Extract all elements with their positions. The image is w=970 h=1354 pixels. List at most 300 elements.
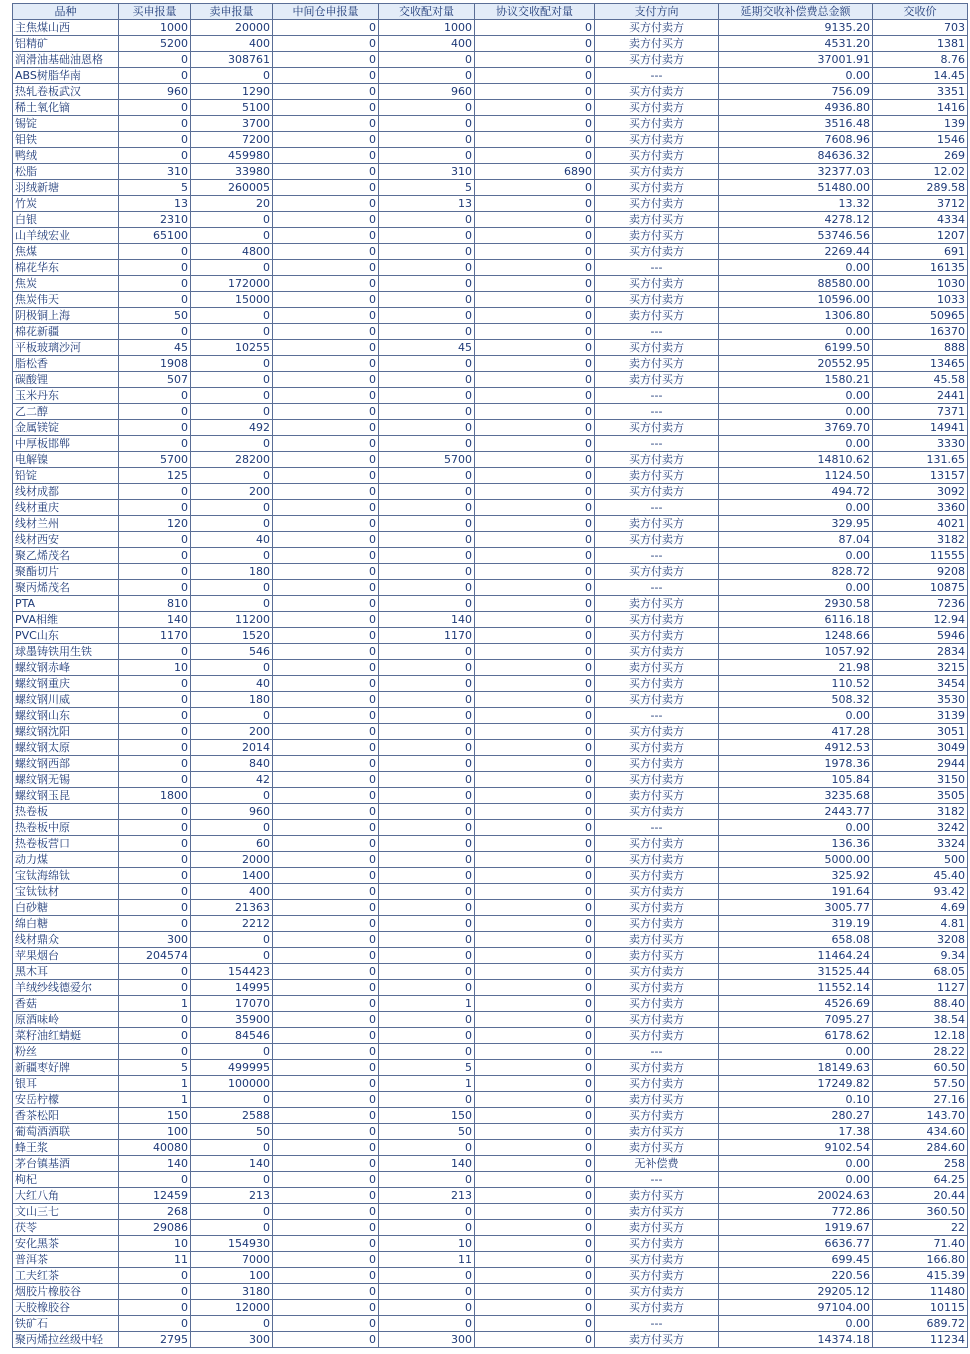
cell-payment-direction: 买方付卖方 [595,196,719,212]
cell-payment-direction: 无补偿费 [595,1156,719,1172]
cell-payment-direction: 买方付卖方 [595,532,719,548]
cell-settlement-price: 703 [873,20,968,36]
cell-settlement-price: 166.80 [873,1252,968,1268]
table-row [13,1060,968,1076]
cell-intermediate-qty: 0 [273,1252,379,1268]
cell-buy-qty: 0 [119,1316,191,1332]
cell-sell-qty: 12000 [191,1300,273,1316]
cell-sell-qty: 14995 [191,980,273,996]
table-row [13,372,968,388]
cell-agreement-qty: 0 [475,1236,595,1252]
cell-settlement-price: 1033 [873,292,968,308]
cell-matched-qty: 0 [379,1220,475,1236]
cell-sell-qty: 0 [191,932,273,948]
cell-settlement-price: 258 [873,1156,968,1172]
cell-settlement-price: 4334 [873,212,968,228]
table-row [13,852,968,868]
table-row [13,916,968,932]
table-row [13,564,968,580]
cell-matched-qty: 1 [379,996,475,1012]
table-row [13,884,968,900]
table-row [13,52,968,68]
cell-buy-qty: 0 [119,116,191,132]
cell-settlement-price: 131.65 [873,452,968,468]
cell-variety: 热轧卷板武汉 [13,84,119,100]
cell-variety: 铅锭 [13,468,119,484]
settlement-table [12,3,968,1348]
cell-variety: 蜂王浆 [13,1140,119,1156]
table-row [13,900,968,916]
cell-compensation-amount: 1057.92 [719,644,873,660]
table-row [13,628,968,644]
cell-variety: 烟胶片橡胶谷 [13,1284,119,1300]
table-row [13,948,968,964]
cell-agreement-qty: 0 [475,52,595,68]
cell-intermediate-qty: 0 [273,116,379,132]
cell-settlement-price: 12.02 [873,164,968,180]
cell-buy-qty: 0 [119,1268,191,1284]
cell-sell-qty: 40 [191,532,273,548]
cell-matched-qty: 0 [379,148,475,164]
cell-variety: 棉花华东 [13,260,119,276]
table-row [13,868,968,884]
cell-sell-qty: 546 [191,644,273,660]
cell-agreement-qty: 0 [475,1316,595,1332]
cell-intermediate-qty: 0 [273,804,379,820]
cell-intermediate-qty: 0 [273,964,379,980]
cell-settlement-price: 3351 [873,84,968,100]
cell-payment-direction: 买方付卖方 [595,1012,719,1028]
cell-payment-direction: 买方付卖方 [595,484,719,500]
cell-payment-direction: 卖方付买方 [595,1332,719,1348]
cell-matched-qty: 0 [379,564,475,580]
cell-payment-direction: 买方付卖方 [595,244,719,260]
cell-payment-direction: 卖方付买方 [595,212,719,228]
cell-agreement-qty: 0 [475,996,595,1012]
cell-sell-qty: 0 [191,1172,273,1188]
cell-buy-qty: 0 [119,1012,191,1028]
cell-intermediate-qty: 0 [273,884,379,900]
cell-compensation-amount: 97104.00 [719,1300,873,1316]
cell-payment-direction: 买方付卖方 [595,132,719,148]
table-row [13,1204,968,1220]
cell-buy-qty: 65100 [119,228,191,244]
cell-variety: 工夫红茶 [13,1268,119,1284]
cell-intermediate-qty: 0 [273,164,379,180]
cell-intermediate-qty: 0 [273,1028,379,1044]
cell-variety: 竹炭 [13,196,119,212]
cell-buy-qty: 1 [119,996,191,1012]
table-row [13,660,968,676]
cell-sell-qty: 1400 [191,868,273,884]
cell-sell-qty: 7200 [191,132,273,148]
cell-payment-direction: 卖方付买方 [595,1188,719,1204]
cell-matched-qty: 0 [379,1044,475,1060]
cell-variety: 粉丝 [13,1044,119,1060]
cell-compensation-amount: 0.00 [719,580,873,596]
table-row [13,596,968,612]
cell-matched-qty: 0 [379,484,475,500]
cell-buy-qty: 0 [119,836,191,852]
cell-matched-qty: 0 [379,516,475,532]
cell-intermediate-qty: 0 [273,852,379,868]
cell-buy-qty: 1908 [119,356,191,372]
cell-sell-qty: 300 [191,1332,273,1348]
cell-settlement-price: 3182 [873,804,968,820]
table-row [13,308,968,324]
cell-intermediate-qty: 0 [273,1236,379,1252]
cell-settlement-price: 14941 [873,420,968,436]
cell-agreement-qty: 0 [475,532,595,548]
cell-variety: 大红八角 [13,1188,119,1204]
table-row [13,996,968,1012]
cell-payment-direction: 卖方付买方 [595,948,719,964]
cell-agreement-qty: 0 [475,324,595,340]
cell-payment-direction: 买方付卖方 [595,916,719,932]
table-row [13,420,968,436]
cell-matched-qty: 45 [379,340,475,356]
cell-settlement-price: 3360 [873,500,968,516]
cell-buy-qty: 140 [119,1156,191,1172]
cell-matched-qty: 13 [379,196,475,212]
cell-agreement-qty: 0 [475,1092,595,1108]
cell-agreement-qty: 0 [475,132,595,148]
cell-agreement-qty: 0 [475,740,595,756]
cell-buy-qty: 150 [119,1108,191,1124]
cell-agreement-qty: 0 [475,1060,595,1076]
cell-agreement-qty: 0 [475,260,595,276]
cell-buy-qty: 1800 [119,788,191,804]
table-row [13,836,968,852]
table-row [13,388,968,404]
cell-agreement-qty: 0 [475,292,595,308]
table-row [13,244,968,260]
cell-agreement-qty: 0 [475,1300,595,1316]
table-row [13,756,968,772]
cell-buy-qty: 2310 [119,212,191,228]
table-row [13,1268,968,1284]
cell-matched-qty: 0 [379,324,475,340]
cell-buy-qty: 0 [119,436,191,452]
cell-sell-qty: 180 [191,564,273,580]
cell-compensation-amount: 1580.21 [719,372,873,388]
cell-matched-qty: 0 [379,132,475,148]
cell-settlement-price: 12.18 [873,1028,968,1044]
cell-matched-qty: 140 [379,1156,475,1172]
table-row [13,548,968,564]
cell-payment-direction: --- [595,820,719,836]
cell-payment-direction: --- [595,500,719,516]
cell-agreement-qty: 0 [475,212,595,228]
cell-matched-qty: 0 [379,660,475,676]
cell-matched-qty: 0 [379,820,475,836]
cell-intermediate-qty: 0 [273,1012,379,1028]
cell-settlement-price: 3454 [873,676,968,692]
cell-payment-direction: 买方付卖方 [595,900,719,916]
cell-payment-direction: 卖方付买方 [595,788,719,804]
cell-intermediate-qty: 0 [273,36,379,52]
cell-sell-qty: 840 [191,756,273,772]
cell-matched-qty: 0 [379,1092,475,1108]
cell-matched-qty: 10 [379,1236,475,1252]
cell-settlement-price: 3150 [873,772,968,788]
cell-payment-direction: 买方付卖方 [595,20,719,36]
cell-sell-qty: 20 [191,196,273,212]
cell-compensation-amount: 11552.14 [719,980,873,996]
cell-compensation-amount: 53746.56 [719,228,873,244]
cell-payment-direction: 卖方付买方 [595,596,719,612]
cell-agreement-qty: 0 [475,196,595,212]
cell-payment-direction: 买方付卖方 [595,564,719,580]
cell-variety: 主焦煤山西 [13,20,119,36]
cell-compensation-amount: 6636.77 [719,1236,873,1252]
cell-compensation-amount: 84636.32 [719,148,873,164]
cell-matched-qty: 0 [379,1268,475,1284]
cell-sell-qty: 17070 [191,996,273,1012]
cell-settlement-price: 3712 [873,196,968,212]
cell-intermediate-qty: 0 [273,292,379,308]
cell-payment-direction: 卖方付买方 [595,1220,719,1236]
cell-intermediate-qty: 0 [273,980,379,996]
cell-agreement-qty: 0 [475,452,595,468]
cell-sell-qty: 1520 [191,628,273,644]
cell-payment-direction: 买方付卖方 [595,852,719,868]
cell-agreement-qty: 0 [475,932,595,948]
cell-variety: 聚丙烯茂名 [13,580,119,596]
table-row [13,148,968,164]
cell-sell-qty: 172000 [191,276,273,292]
cell-settlement-price: 10115 [873,1300,968,1316]
cell-sell-qty: 0 [191,308,273,324]
cell-variety: 羊绒纱线德爱尔 [13,980,119,996]
cell-agreement-qty: 0 [475,276,595,292]
cell-variety: 枸杞 [13,1172,119,1188]
table-row [13,1252,968,1268]
cell-settlement-price: 93.42 [873,884,968,900]
cell-buy-qty: 125 [119,468,191,484]
cell-compensation-amount: 37001.91 [719,52,873,68]
cell-agreement-qty: 0 [475,868,595,884]
cell-compensation-amount: 220.56 [719,1268,873,1284]
cell-buy-qty: 0 [119,676,191,692]
cell-variety: 金属镁锭 [13,420,119,436]
cell-settlement-price: 3139 [873,708,968,724]
cell-settlement-price: 3215 [873,660,968,676]
cell-sell-qty: 308761 [191,52,273,68]
cell-buy-qty: 0 [119,644,191,660]
cell-variety: 焦炭 [13,276,119,292]
cell-matched-qty: 0 [379,116,475,132]
cell-payment-direction: 买方付卖方 [595,1252,719,1268]
cell-variety: PVC山东 [13,628,119,644]
cell-intermediate-qty: 0 [273,84,379,100]
header-compensation-amount: 延期交收补偿费总金额 [719,4,873,20]
cell-compensation-amount: 0.00 [719,436,873,452]
cell-variety: 原酒味岭 [13,1012,119,1028]
cell-payment-direction: 买方付卖方 [595,1284,719,1300]
cell-matched-qty: 400 [379,36,475,52]
cell-compensation-amount: 14374.18 [719,1332,873,1348]
cell-compensation-amount: 280.27 [719,1108,873,1124]
cell-agreement-qty: 0 [475,708,595,724]
cell-payment-direction: 买方付卖方 [595,276,719,292]
table-row [13,1332,968,1348]
cell-payment-direction: 买方付卖方 [595,292,719,308]
cell-sell-qty: 0 [191,228,273,244]
table-row [13,788,968,804]
table-row [13,452,968,468]
cell-settlement-price: 139 [873,116,968,132]
cell-sell-qty: 459980 [191,148,273,164]
cell-compensation-amount: 2269.44 [719,244,873,260]
cell-buy-qty: 0 [119,724,191,740]
cell-compensation-amount: 10596.00 [719,292,873,308]
cell-sell-qty: 2014 [191,740,273,756]
cell-sell-qty: 2000 [191,852,273,868]
cell-settlement-price: 1030 [873,276,968,292]
cell-sell-qty: 0 [191,260,273,276]
table-row [13,500,968,516]
cell-agreement-qty: 0 [475,36,595,52]
cell-sell-qty: 3180 [191,1284,273,1300]
cell-payment-direction: 卖方付买方 [595,1092,719,1108]
cell-payment-direction: 卖方付买方 [595,1204,719,1220]
header-intermediate-qty: 中间仓申报量 [273,4,379,20]
cell-variety: 香菇 [13,996,119,1012]
cell-buy-qty: 100 [119,1124,191,1140]
cell-compensation-amount: 9135.20 [719,20,873,36]
cell-variety: 碳酸锂 [13,372,119,388]
cell-buy-qty: 2795 [119,1332,191,1348]
cell-buy-qty: 268 [119,1204,191,1220]
cell-variety: PVA相维 [13,612,119,628]
cell-sell-qty: 0 [191,68,273,84]
cell-buy-qty: 140 [119,612,191,628]
cell-settlement-price: 88.40 [873,996,968,1012]
cell-variety: 松脂 [13,164,119,180]
cell-variety: 铝精矿 [13,36,119,52]
table-row [13,580,968,596]
cell-matched-qty: 0 [379,308,475,324]
cell-sell-qty: 492 [191,420,273,436]
cell-settlement-price: 14.45 [873,68,968,84]
cell-payment-direction: 买方付卖方 [595,52,719,68]
cell-intermediate-qty: 0 [273,756,379,772]
cell-compensation-amount: 17.38 [719,1124,873,1140]
cell-payment-direction: 买方付卖方 [595,148,719,164]
cell-payment-direction: 买方付卖方 [595,1028,719,1044]
cell-compensation-amount: 6178.62 [719,1028,873,1044]
table-row [13,436,968,452]
cell-settlement-price: 4.81 [873,916,968,932]
cell-settlement-price: 269 [873,148,968,164]
cell-payment-direction: --- [595,548,719,564]
table-row [13,980,968,996]
cell-compensation-amount: 329.95 [719,516,873,532]
cell-agreement-qty: 0 [475,1156,595,1172]
cell-compensation-amount: 31525.44 [719,964,873,980]
cell-settlement-price: 50965 [873,308,968,324]
cell-agreement-qty: 0 [475,884,595,900]
cell-buy-qty: 5 [119,1060,191,1076]
cell-compensation-amount: 494.72 [719,484,873,500]
cell-compensation-amount: 0.00 [719,324,873,340]
cell-matched-qty: 310 [379,164,475,180]
cell-settlement-price: 8.76 [873,52,968,68]
cell-sell-qty: 2212 [191,916,273,932]
table-row [13,644,968,660]
table-row [13,116,968,132]
cell-payment-direction: --- [595,708,719,724]
cell-payment-direction: 卖方付买方 [595,372,719,388]
cell-buy-qty: 0 [119,708,191,724]
table-row [13,692,968,708]
cell-intermediate-qty: 0 [273,276,379,292]
cell-buy-qty: 1170 [119,628,191,644]
cell-variety: 钼铁 [13,132,119,148]
cell-buy-qty: 0 [119,1284,191,1300]
cell-sell-qty: 0 [191,660,273,676]
cell-variety: 银耳 [13,1076,119,1092]
cell-intermediate-qty: 0 [273,212,379,228]
cell-compensation-amount: 4531.20 [719,36,873,52]
cell-agreement-qty: 0 [475,1220,595,1236]
cell-matched-qty: 0 [379,1316,475,1332]
cell-payment-direction: --- [595,388,719,404]
cell-intermediate-qty: 0 [273,692,379,708]
cell-sell-qty: 0 [191,404,273,420]
cell-compensation-amount: 20552.95 [719,356,873,372]
cell-variety: 球墨铸铁用生铁 [13,644,119,660]
cell-sell-qty: 0 [191,1316,273,1332]
cell-matched-qty: 0 [379,100,475,116]
cell-sell-qty: 499995 [191,1060,273,1076]
cell-payment-direction: 买方付卖方 [595,868,719,884]
cell-agreement-qty: 0 [475,900,595,916]
cell-variety: 螺纹钢玉昆 [13,788,119,804]
cell-matched-qty: 0 [379,244,475,260]
cell-matched-qty: 0 [379,548,475,564]
header-row [13,4,968,20]
cell-agreement-qty: 0 [475,500,595,516]
cell-variety: 羽绒新塘 [13,180,119,196]
table-row [13,1316,968,1332]
cell-compensation-amount: 9102.54 [719,1140,873,1156]
cell-intermediate-qty: 0 [273,1156,379,1172]
cell-variety: 香茶松阳 [13,1108,119,1124]
cell-agreement-qty: 0 [475,100,595,116]
cell-payment-direction: --- [595,68,719,84]
cell-compensation-amount: 0.00 [719,68,873,84]
cell-agreement-qty: 0 [475,148,595,164]
table-row [13,276,968,292]
cell-compensation-amount: 1248.66 [719,628,873,644]
cell-intermediate-qty: 0 [273,1140,379,1156]
cell-compensation-amount: 6199.50 [719,340,873,356]
cell-compensation-amount: 7095.27 [719,1012,873,1028]
cell-buy-qty: 40080 [119,1140,191,1156]
cell-matched-qty: 0 [379,980,475,996]
cell-intermediate-qty: 0 [273,484,379,500]
cell-settlement-price: 45.40 [873,868,968,884]
cell-payment-direction: 买方付卖方 [595,980,719,996]
table-row [13,1188,968,1204]
cell-settlement-price: 360.50 [873,1204,968,1220]
cell-variety: 铁矿石 [13,1316,119,1332]
cell-matched-qty: 1000 [379,20,475,36]
cell-matched-qty: 0 [379,356,475,372]
cell-agreement-qty: 0 [475,116,595,132]
